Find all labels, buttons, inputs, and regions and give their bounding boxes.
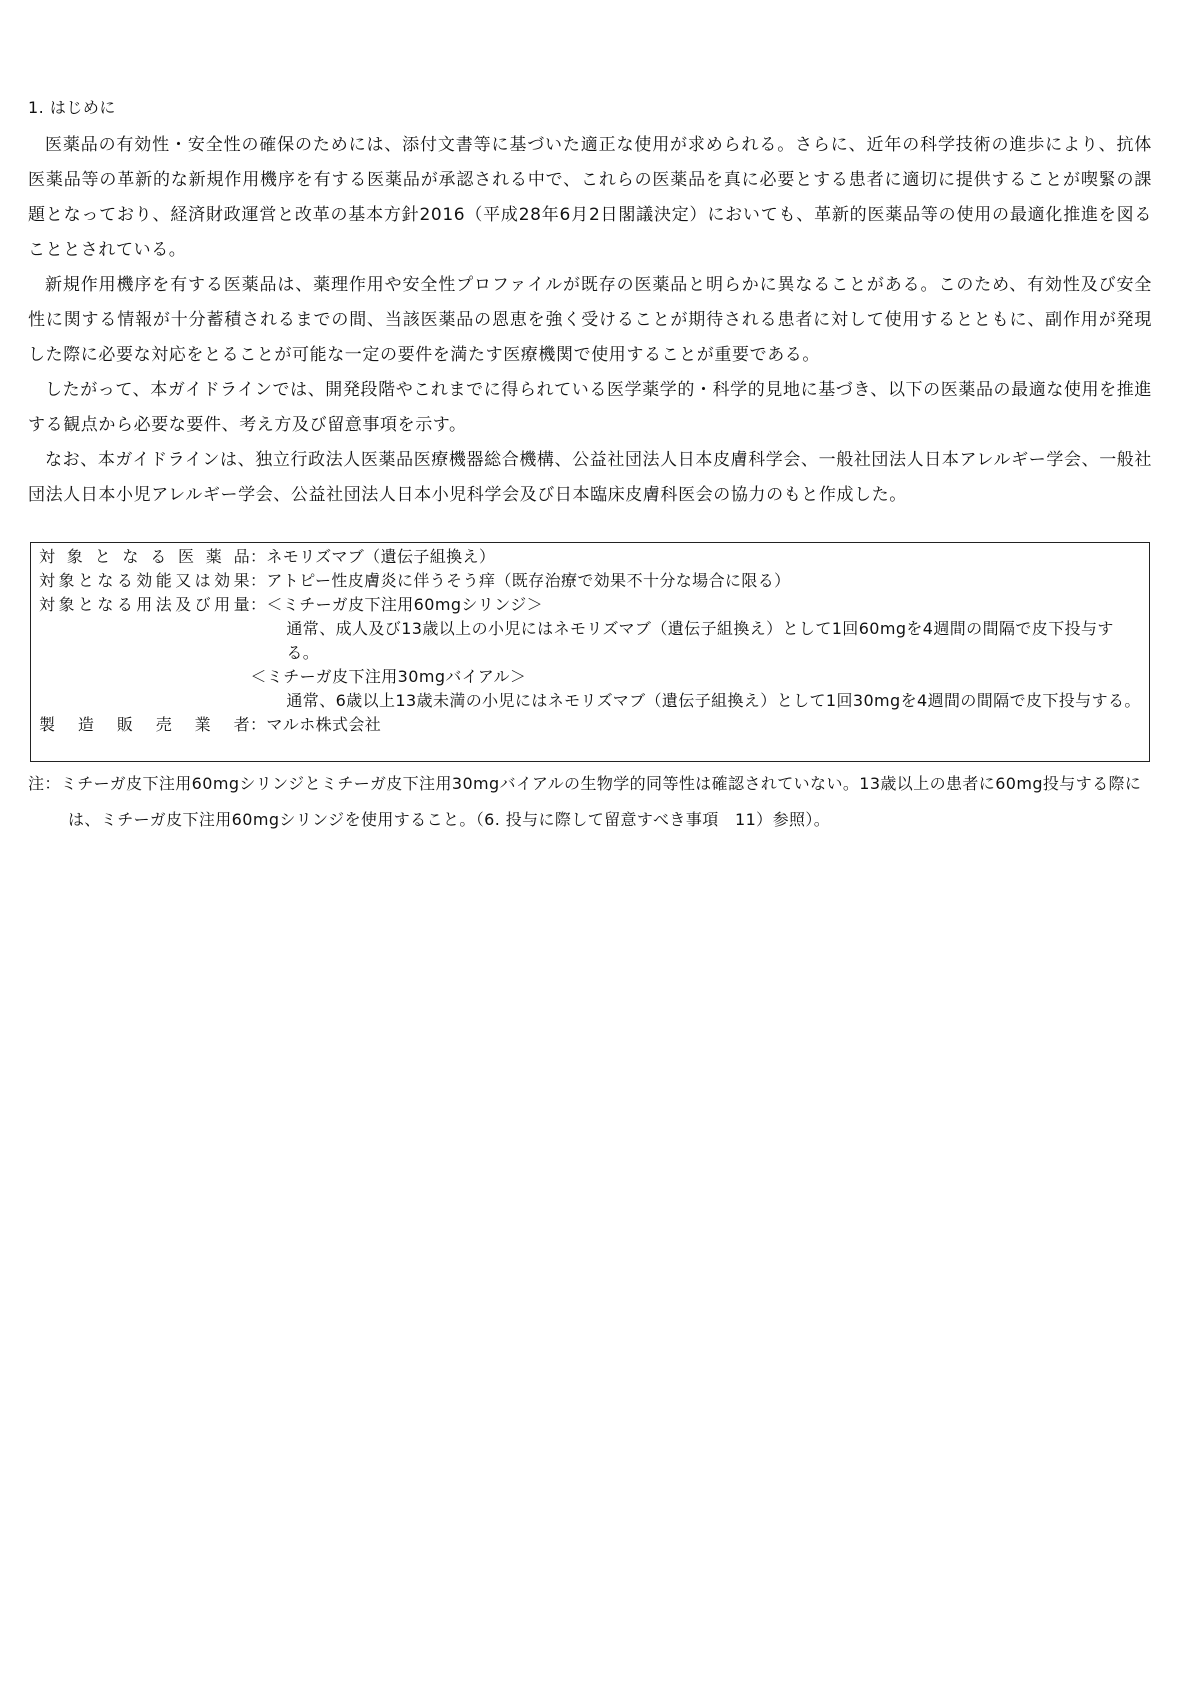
manufacturer-separator: ： xyxy=(250,715,267,734)
indication-row xyxy=(39,569,1141,593)
intro-section xyxy=(28,128,1152,513)
dosage-form-60mg-text: 通常、成人及び13歳以上の小児にはネモリズマブ（遺伝子組換え）として1回60mgを4週間の間隔で皮下投与する。 xyxy=(286,619,1114,662)
intro-paragraph: なお、本ガイドラインは、独立行政法人医薬品医療機器総合機構、公益社団法人日本皮膚科学会、一般社団法人日本アレルギー学会、一般社団法人日本小児アレルギー学会、公益社団法人日本小児科学会及び日本臨床皮膚科医会の協力のもと作成した。 xyxy=(28,450,1152,505)
dosage-value xyxy=(250,593,1141,713)
manufacturer-row xyxy=(39,713,1141,737)
manufacturer-label-cell xyxy=(39,713,266,737)
dosage-label-cell xyxy=(39,593,266,617)
dosage-row xyxy=(39,593,1141,713)
drug-label-cell xyxy=(39,545,266,569)
intro-paragraph: したがって、本ガイドラインでは、開発段階やこれまでに得られている医学薬学的・科学的見地に基づき、以下の医薬品の最適な使用を推進する観点から必要な要件、考え方及び留意事項を示す。 xyxy=(28,380,1152,435)
bioequivalence-note xyxy=(28,766,1152,838)
note-text: 注：ミチーガ皮下注用60mgシリンジとミチーガ皮下注用30mgバイアルの生物学的同等性は確認されていない。13歳以上の患者に60mg投与する際には、ミチーガ皮下注用60mgシリンジを使用すること。（6. 投与に際して留意すべき事項 11）参照）。 xyxy=(28,774,1142,829)
intro-paragraph: 医薬品の有効性・安全性の確保のためには、添付文書等に基づいた適正な使用が求められる。さらに、近年の科学技術の進歩により、抗体医薬品等の革新的な新規作用機序を有する医薬品が承認される中で、これらの医薬品を真に必要とする患者に適切に提供することが喫緊の課題となっており、経済財政運営と改革の基本方針2016（平成28年6月2日閣議決定）においても、革新的医薬品等の使用の最適化推進を図ることとされている。 xyxy=(28,135,1152,260)
indication-separator: ： xyxy=(250,571,267,590)
dosage-form-60mg-title: ＜ミチーガ皮下注用60mgシリンジ＞ xyxy=(266,595,543,614)
indication-label-cell xyxy=(39,569,266,593)
manufacturer-value: マルホ株式会社 xyxy=(266,715,382,734)
dosage-form-30mg-text: 通常、6歳以上13歳未満の小児にはネモリズマブ（遺伝子組換え）として1回30mgを4週間の間隔で皮下投与する。 xyxy=(286,691,1141,710)
drug-row xyxy=(39,545,1141,569)
section-heading: 1. はじめに xyxy=(28,98,116,117)
drug-info-box xyxy=(30,542,1150,762)
indication-label: 対象となる効能又は効果 xyxy=(39,571,250,590)
intro-paragraph: 新規作用機序を有する医薬品は、薬理作用や安全性プロファイルが既存の医薬品と明らかに異なることがある。このため、有効性及び安全性に関する情報が十分蓄積されるまでの間、当該医薬品の恩恵を強く受けることが期待される患者に対して使用するとともに、副作用が発現した際に必要な対応をとることが可能な一定の要件を満たす医療機関で使用することが重要である。 xyxy=(28,275,1152,365)
drug-separator: ： xyxy=(250,547,267,566)
drug-value: ネモリズマブ（遺伝子組換え） xyxy=(266,547,496,566)
drug-label: 対象となる医薬品 xyxy=(39,547,250,566)
dosage-separator: ： xyxy=(250,595,267,614)
indication-value: アトピー性皮膚炎に伴うそう痒（既存治療で効果不十分な場合に限る） xyxy=(266,571,791,590)
dosage-label: 対象となる用法及び用量 xyxy=(39,595,250,614)
dosage-form-30mg-title: ＜ミチーガ皮下注用30mgバイアル＞ xyxy=(250,667,527,686)
manufacturer-label: 製造販売業者 xyxy=(39,715,250,734)
